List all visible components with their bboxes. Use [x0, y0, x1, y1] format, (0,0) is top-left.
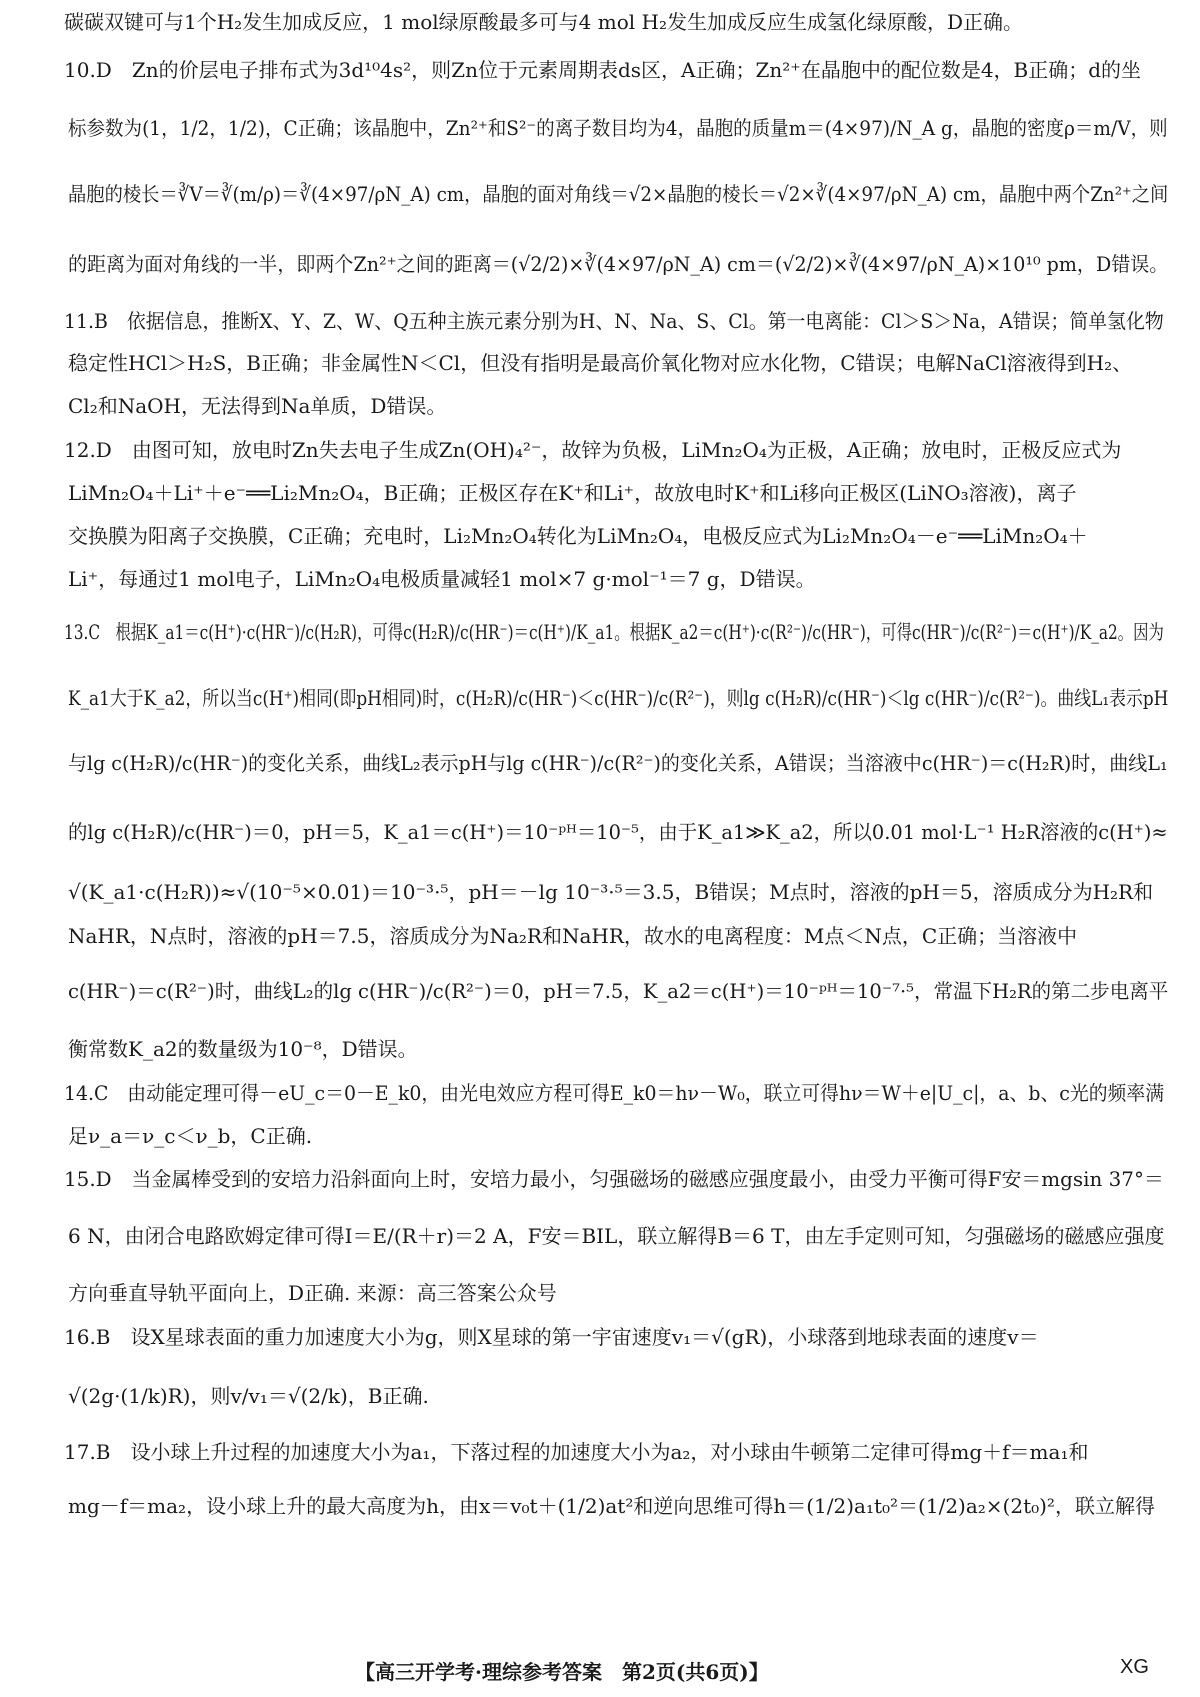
answer-line: 碳碳双键可与1个H₂发生加成反应，1 mol绿原酸最多可与4 mol H₂发生加成反应生成氢化绿原酸，D正确。: [64, 10, 1024, 34]
footer-title: 【高三开学考·理综参考答案 第2页(共6页)】: [355, 1660, 769, 1684]
answer-line: 衡常数K_a2的数量级为10⁻⁸，D错误。: [68, 1037, 418, 1061]
answer-line: 6 N，由闭合电路欧姆定律可得I＝E/(R＋r)＝2 A，F安＝BIL，联立解得B＝6 T，由左手定则可知，匀强磁场的磁感应强度: [68, 1224, 1165, 1248]
answer-line: 16.B 设X星球表面的重力加速度大小为g，则X星球的第一宇宙速度v₁＝√(gR)，小球落到地球表面的速度v＝: [64, 1325, 1039, 1349]
answer-line: 方向垂直导轨平面向上，D正确. 来源：高三答案公众号: [68, 1281, 557, 1305]
answer-line: LiMn₂O₄＋Li⁺＋e⁻══Li₂Mn₂O₄，B正确；正极区存在K⁺和Li⁺，故放电时K⁺和Li移向正极区(LiNO₃溶液)，离子: [68, 481, 1077, 505]
answer-line: 稳定性HCl＞H₂S，B正确；非金属性N＜Cl，但没有指明是最高价氧化物对应水化物，C错误；电解NaCl溶液得到H₂、: [68, 351, 1133, 375]
answer-line: 与lg c(H₂R)/c(HR⁻)的变化关系，曲线L₂表示pH与lg c(HR⁻)/c(R²⁻)的变化关系，A错误；当溶液中c(HR⁻)＝c(H₂R)时，曲线L₁: [68, 751, 1168, 775]
answer-line: Li⁺，每通过1 mol电子，LiMn₂O₄电极质量减轻1 mol×7 g·mol⁻¹＝7 g，D错误。: [68, 567, 816, 591]
page-footer: [0, 1652, 1200, 1688]
answer-line: NaHR，N点时，溶液的pH＝7.5，溶质成分为Na₂R和NaHR，故水的电离程度：M点＜N点，C正确；当溶液中: [68, 924, 1078, 948]
answer-line: 11.B 依据信息，推断X、Y、Z、W、Q五种主族元素分别为H、N、Na、S、Cl。第一电离能：Cl＞S＞Na，A错误；简单氢化物: [64, 309, 1164, 333]
answer-line: 的lg c(H₂R)/c(HR⁻)＝0，pH＝5，K_a1＝c(H⁺)＝10⁻ᵖᴴ＝10⁻⁵，由于K_a1≫K_a2，所以0.01 mol·L⁻¹ H₂R溶液的c(H⁺)≈: [68, 820, 1168, 844]
answer-line: √(2g·(1/k)R)，则v/v₁＝√(2/k)，B正确.: [68, 1384, 429, 1408]
answer-line: 的距离为面对角线的一半，即两个Zn²⁺之间的距离＝(√2/2)×∛(4×97/ρN_A) cm＝(√2/2)×∛(4×97/ρN_A)×10¹⁰ pm，D错误。: [68, 252, 1169, 276]
answer-line: 10.D Zn的价层电子排布式为3d¹⁰4s²，则Zn位于元素周期表ds区，A正确；Zn²⁺在晶胞中的配位数是4，B正确；d的坐: [64, 58, 1142, 82]
answer-line: c(HR⁻)＝c(R²⁻)时，曲线L₂的lg c(HR⁻)/c(R²⁻)＝0，pH＝7.5，K_a2＝c(H⁺)＝10⁻ᵖᴴ＝10⁻⁷·⁵，常温下H₂R的第二步电离平: [68, 979, 1169, 1003]
answer-line: 晶胞的棱长＝∛V＝∛(m/ρ)＝∛(4×97/ρN_A) cm，晶胞的面对角线＝√2×晶胞的棱长＝√2×∛(4×97/ρN_A) cm，晶胞中两个Zn²⁺之间: [68, 182, 1169, 206]
answer-line: 标参数为(1，1/2，1/2)，C正确；该晶胞中，Zn²⁺和S²⁻的离子数目均为4，晶胞的质量m＝(4×97)/N_A g，晶胞的密度ρ＝m/V，则: [68, 116, 1168, 140]
answer-line: K_a1大于K_a2，所以当c(H⁺)相同(即pH相同)时，c(H₂R)/c(HR⁻)＜c(HR⁻)/c(R²⁻)，则lg c(H₂R)/c(HR⁻)＜lg c(HR⁻)/c(R²⁻)。曲线L₁表示pH: [68, 686, 1169, 710]
answer-line: 12.D 由图可知，放电时Zn失去电子生成Zn(OH)₄²⁻，故锌为负极，LiMn₂O₄为正极，A正确；放电时，正极反应式为: [64, 438, 1122, 462]
answer-line: 足ν_a＝ν_c＜ν_b，C正确.: [68, 1124, 313, 1148]
answer-line: Cl₂和NaOH，无法得到Na单质，D错误。: [68, 394, 447, 418]
answer-line: √(K_a1·c(H₂R))≈√(10⁻⁵×0.01)＝10⁻³·⁵，pH＝－lg 10⁻³·⁵＝3.5，B错误；M点时，溶液的pH＝5，溶质成分为H₂R和: [68, 880, 1154, 904]
answer-line: 17.B 设小球上升过程的加速度大小为a₁，下落过程的加速度大小为a₂，对小球由牛顿第二定律可得mg＋f＝ma₁和: [64, 1440, 1089, 1464]
answer-line: 13.C 根据K_a1＝c(H⁺)·c(HR⁻)/c(H₂R)，可得c(H₂R)/c(HR⁻)＝c(H⁺)/K_a1。根据K_a2＝c(H⁺)·c(R²⁻)/c(HR⁻)，可得c(HR⁻)/c(R²⁻)＝c(H⁺)/K_a2。因为: [64, 620, 1164, 644]
answer-line: 14.C 由动能定理可得－eU_c＝0－E_k0，由光电效应方程可得E_k0＝hν－W₀，联立可得hν＝W＋e|U_c|，a、b、c光的频率满: [64, 1081, 1165, 1105]
answer-line: mg－f＝ma₂，设小球上升的最大高度为h，由x＝v₀t＋(1/2)at²和逆向思维可得h＝(1/2)a₁t₀²＝(1/2)a₂×(2t₀)²，联立解得: [68, 1494, 1155, 1518]
answer-line: 交换膜为阳离子交换膜，C正确；充电时，Li₂Mn₂O₄转化为LiMn₂O₄，电极反应式为Li₂Mn₂O₄－e⁻══LiMn₂O₄＋: [68, 524, 1088, 548]
answer-line: 15.D 当金属棒受到的安培力沿斜面向上时，安培力最小，匀强磁场的磁感应强度最小，由受力平衡可得F安＝mgsin 37°＝: [64, 1167, 1164, 1191]
footer-code: XG: [1120, 1656, 1149, 1678]
